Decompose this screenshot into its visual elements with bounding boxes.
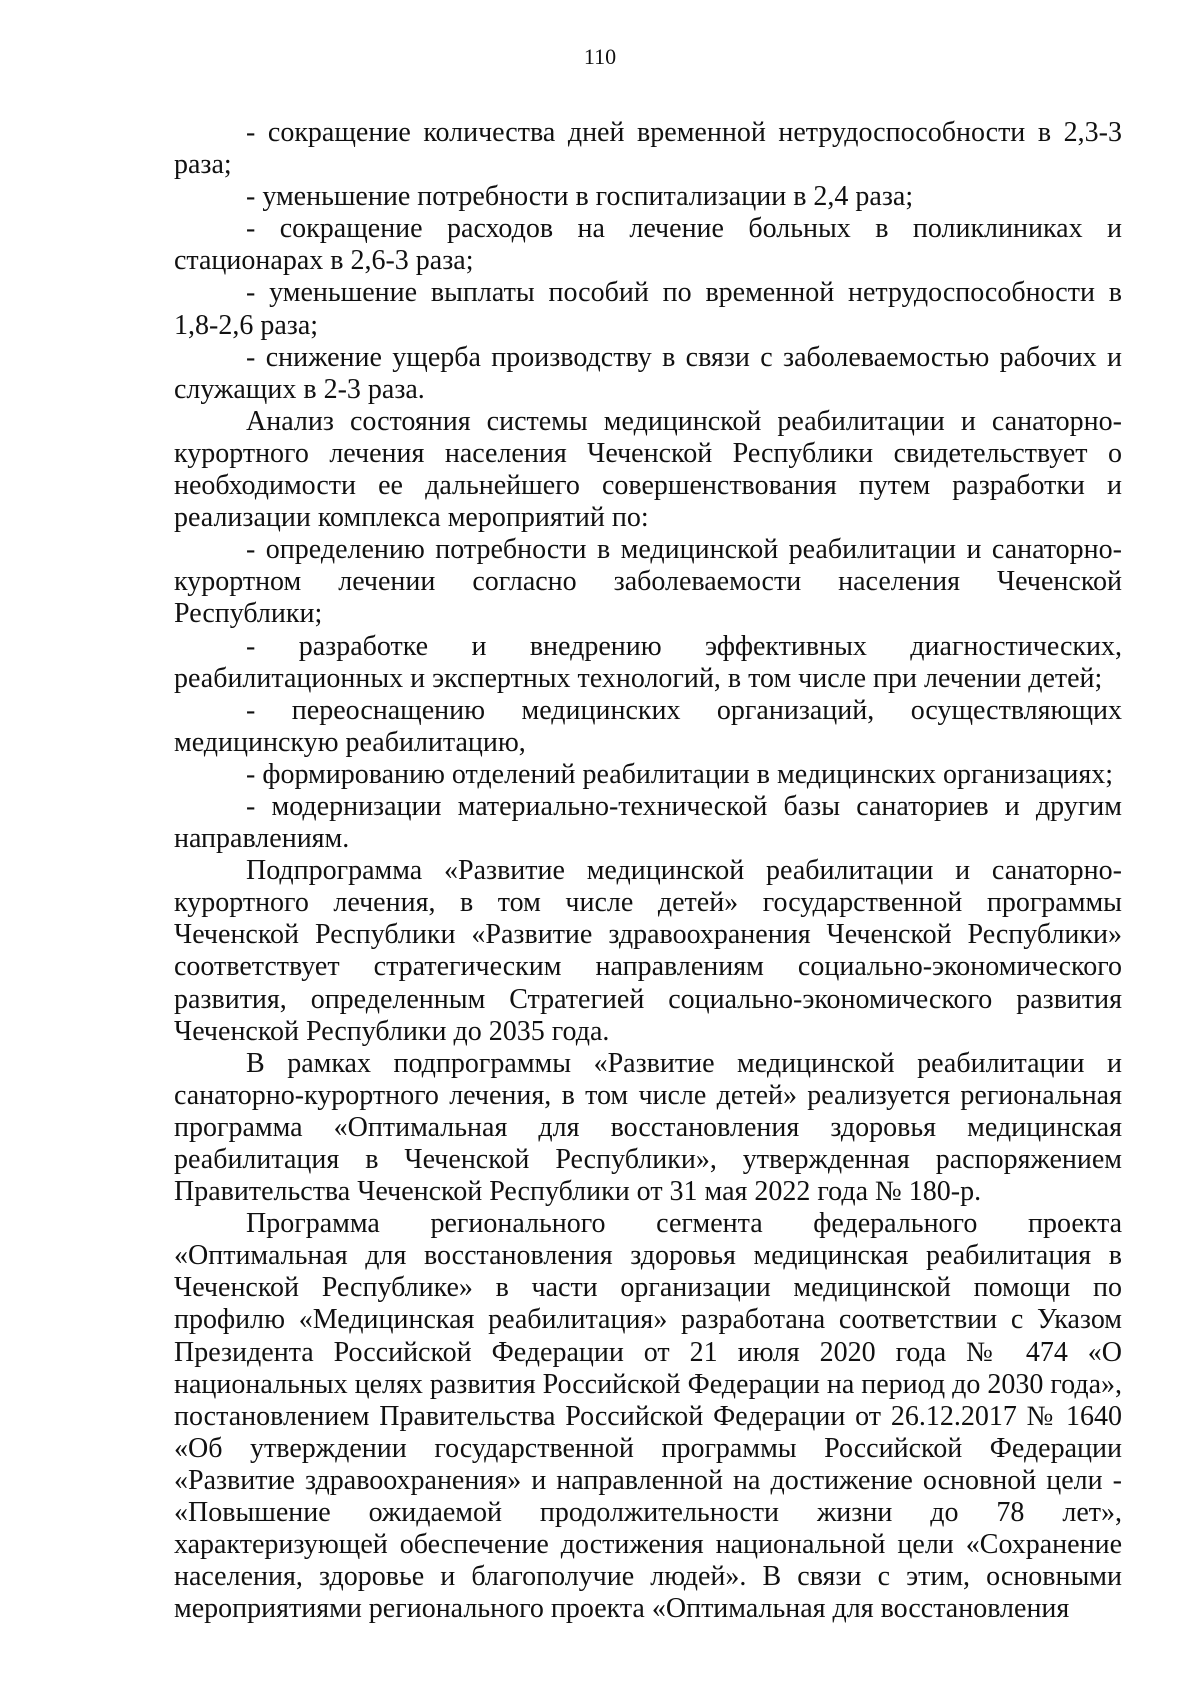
paragraph-system-analysis: Анализ состояния системы медицинской реабилитации и санаторно-курортного лечения населения Чеченской Республики свидетельствует о необходимости ее дальнейшего совершенствования путем разработки и реализации комплекса мероприятий по: bbox=[174, 405, 1122, 534]
paragraph-federal-project-segment: Программа регионального сегмента федерального проекта «Оптимальная для восстановления здоровья медицинская реабилитация в Чеченской Республике» в части организации медицинской помощи по профилю «Медицинская реабилитация» разработана соответствии с Указом Президента Российской Федерации от 21 июля 2020 года № 474 «О национальных целях развития Российской Федерации на период до 2030 года», постановлением Правительства Российской Федерации от 26.12.2017 № 1640 «Об утверждении государственной программы Российской Федерации «Развитие здравоохранения» и направленной на достижение основной цели - «Повышение ожидаемой продолжительности жизни до 78 лет», характеризующей обеспечение достижения национальной цели «Сохранение населения, здоровье и благополучие людей». В связи с этим, основными мероприятиями регионального проекта «Оптимальная для восстановления bbox=[174, 1208, 1123, 1625]
paragraph-benefit-payments: - уменьшение выплаты пособий по временной нетрудоспособности в 1,8-2,6 раза; bbox=[174, 277, 1122, 341]
paragraph-re-equipment: - переоснащению медицинских организаций, осуществляющих медицинскую реабилитацию, bbox=[174, 694, 1122, 758]
paragraph-technology-development: - разработке и внедрению эффективных диагностических, реабилитационных и экспертных технологий, в том числе при лечении детей; bbox=[174, 630, 1122, 694]
paragraph-sick-leave-days: - сокращение количества дней временной нетрудоспособности в 2,3-3 раза; bbox=[174, 117, 1122, 181]
paragraph-production-damage: - снижение ущерба производству в связи с заболеваемостью рабочих и служащих в 2-3 раза. bbox=[174, 341, 1122, 405]
paragraph-regional-program: В рамках подпрограммы «Развитие медицинской реабилитации и санаторно-курортного лечения, в том числе детей» реализуется региональная программа «Оптимальная для восстановления здоровья медицинская реабилитация в Чеченской Республики», утвержденная распоряжением Правительства Чеченской Республики от 31 мая 2022 года № 180-р. bbox=[174, 1047, 1122, 1208]
paragraph-need-assessment: - определению потребности в медицинской реабилитации и санаторно-курортном лечении согласно заболеваемости населения Чеченской Республики; bbox=[174, 534, 1122, 630]
document-body bbox=[174, 117, 1122, 1625]
paragraph-sanatorium-modernization: - модернизации материально-технической базы санаториев и другим направлениям. bbox=[174, 790, 1122, 855]
paragraph-subprogram-strategy: Подпрограмма «Развитие медицинской реабилитации и санаторно-курортного лечения, в том числе детей» государственной программы Чеченской Республики «Развитие здравоохранения Чеченской Республики» соответствует стратегическим направлениям социально-экономического развития, определенным Стратегией социально-экономического развития Чеченской Республики до 2035 года. bbox=[174, 855, 1122, 1047]
page-number: 110 bbox=[583, 44, 617, 69]
paragraph-rehab-departments: - формированию отделений реабилитации в медицинских организациях; bbox=[246, 758, 1113, 790]
paragraph-hospitalization-need: - уменьшение потребности в госпитализации в 2,4 раза; bbox=[246, 181, 914, 213]
paragraph-treatment-costs: - сокращение расходов на лечение больных в поликлиниках и стационарах в 2,6-3 раза; bbox=[174, 213, 1122, 277]
